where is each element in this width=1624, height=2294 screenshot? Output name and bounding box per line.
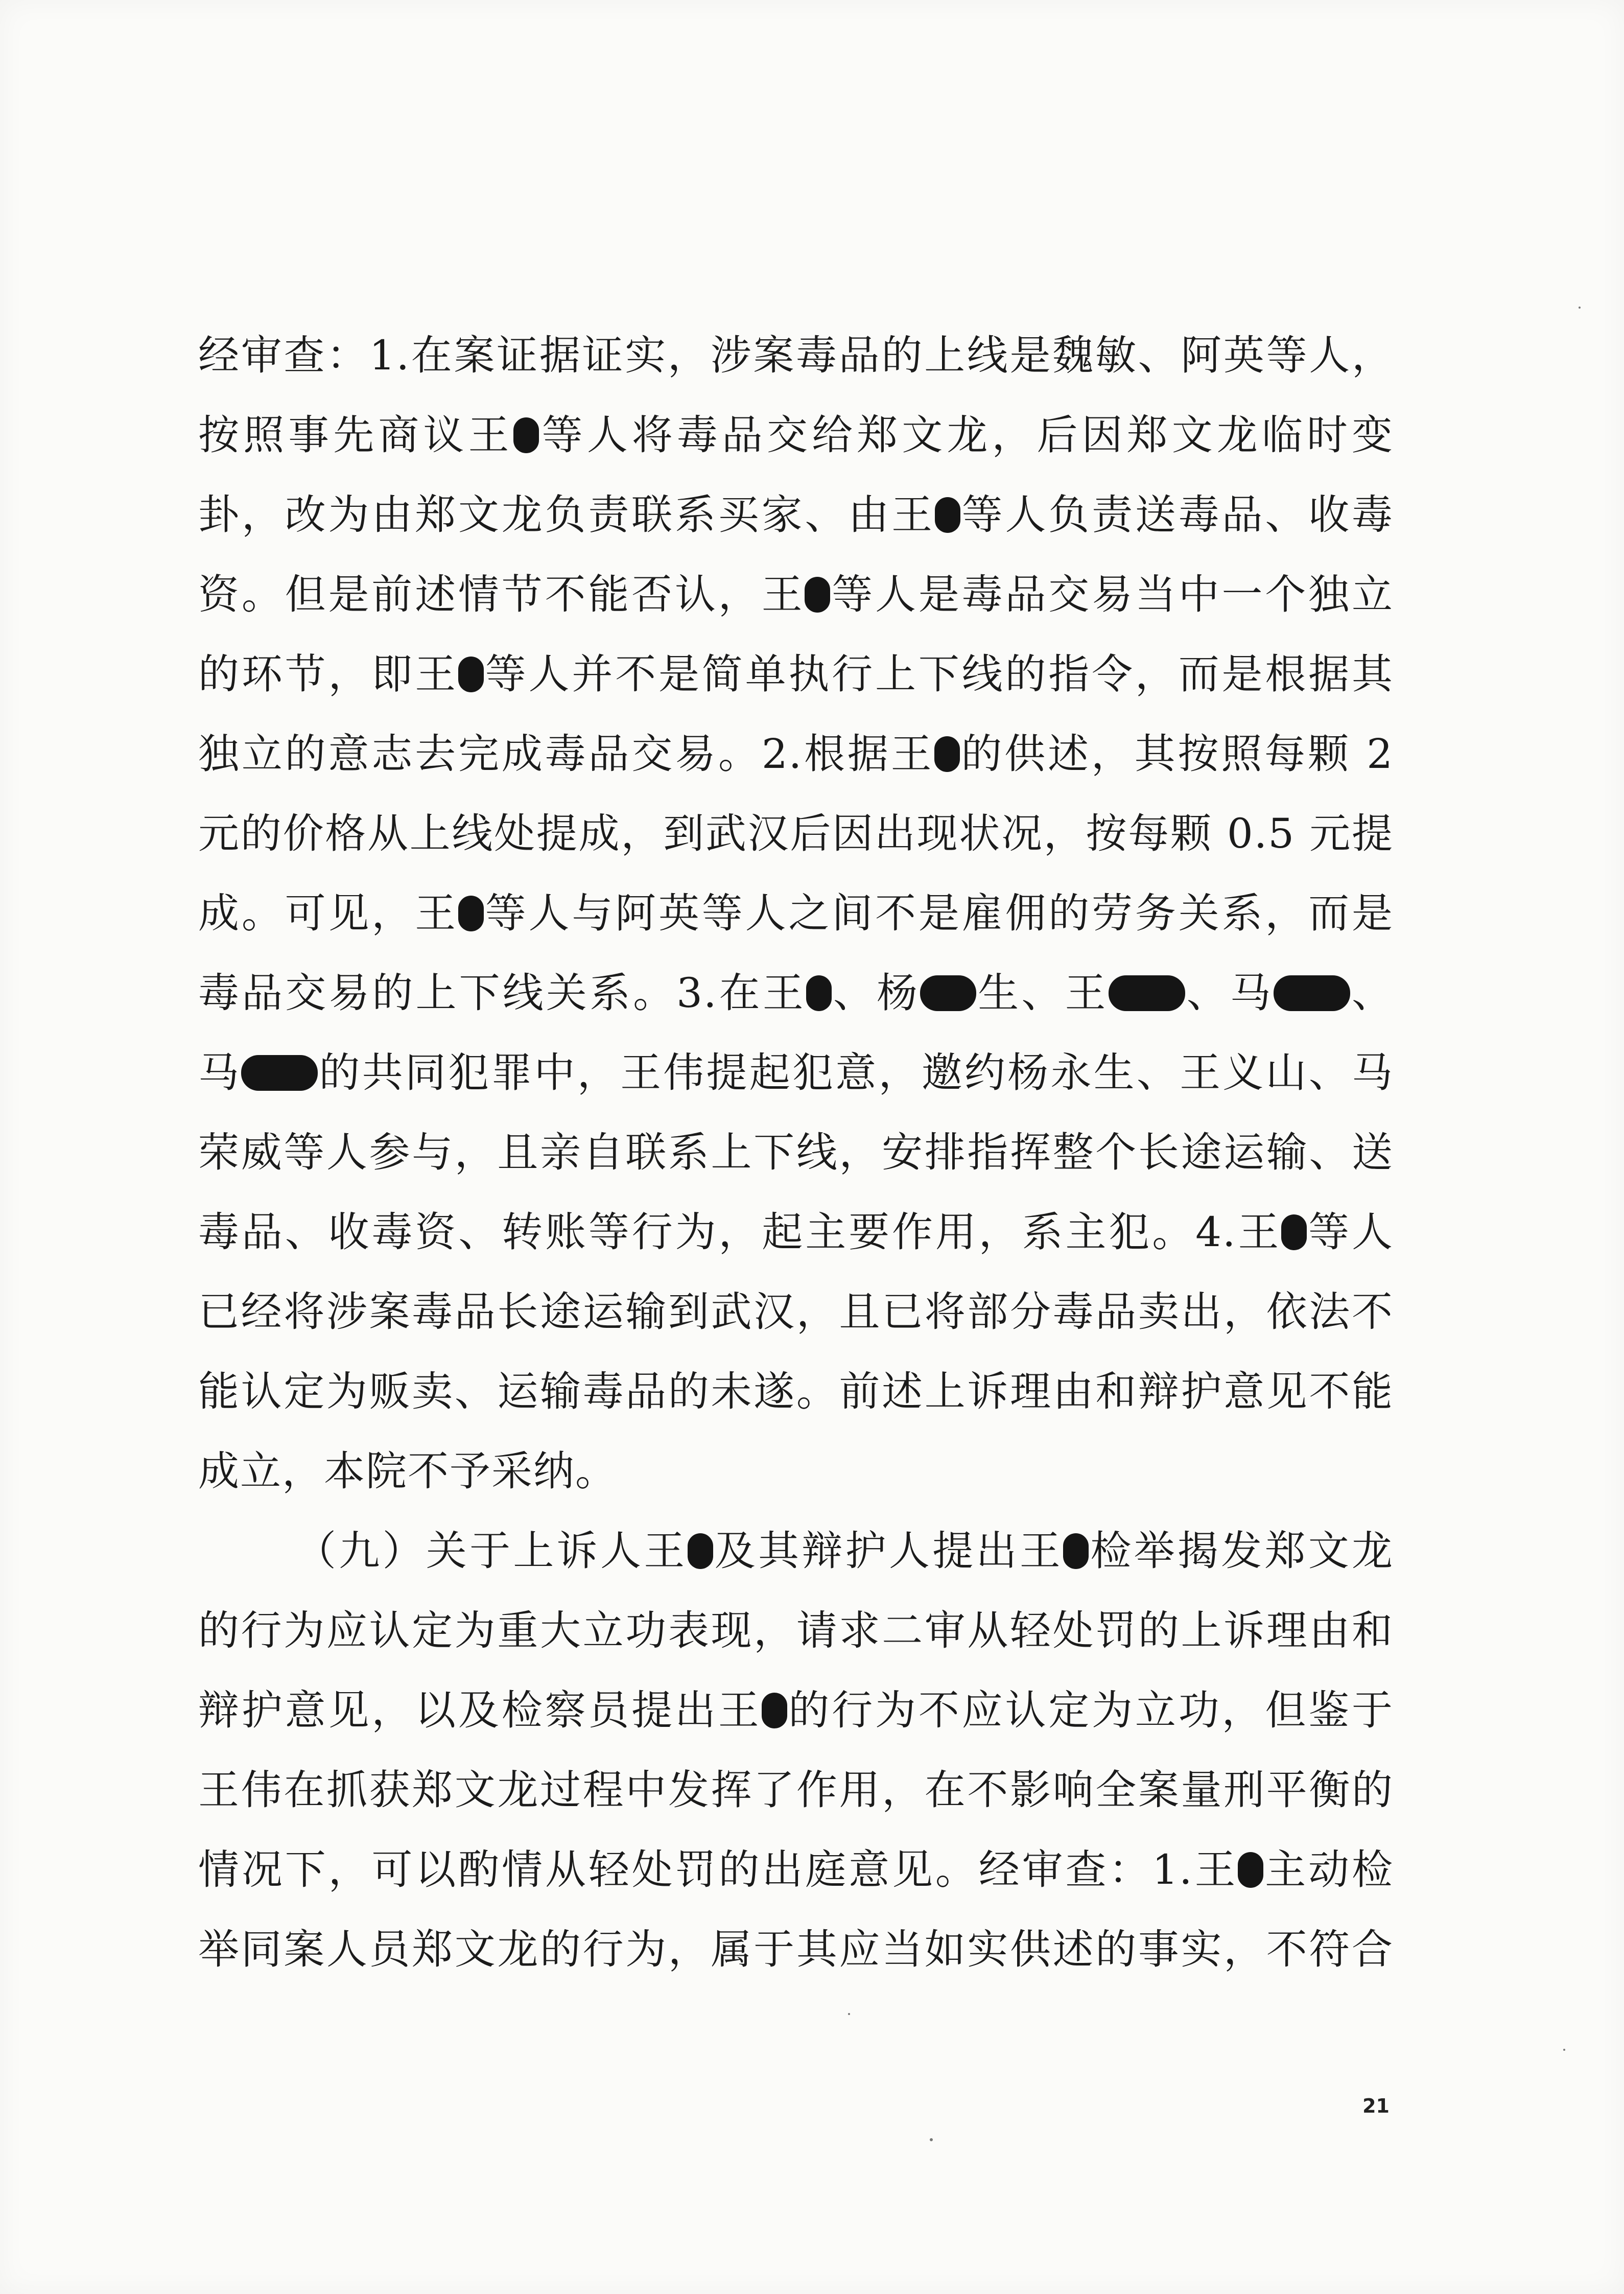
text-segment: 举同案人员郑文龙的行为，属于其应当如实供述的事实，不符合: [198, 1926, 1394, 1973]
redaction-mark: [935, 497, 960, 533]
text-line-9: [198, 953, 1394, 1033]
text-line-17: [198, 1591, 1394, 1671]
redaction-mark: [934, 736, 960, 772]
text-line-16: [295, 1511, 1394, 1591]
text-segment: 经审查：1.在案证据证实，涉案毒品的上线是魏敏、阿英等人，: [198, 332, 1394, 379]
text-segment: 元的价格从上线处提成，到武汉后因出现状况，按每颗 0.5 元提: [198, 810, 1394, 857]
text-segment: 等人将毒品交给郑文龙，后因郑文龙临时变: [538, 411, 1394, 459]
redaction-mark: [688, 1533, 713, 1569]
text-segment: 的共同犯罪中，王伟提起犯意，邀约杨永生、王义山、马: [318, 1049, 1394, 1096]
redaction-mark: [241, 1055, 318, 1091]
text-segment: 情况下，可以酌情从轻处罚的出庭意见。经审查：1.王: [198, 1846, 1238, 1893]
redaction-mark: [806, 975, 832, 1011]
redaction-mark: [1238, 1852, 1263, 1888]
text-segment: 生、王: [976, 969, 1109, 1017]
text-line-14: [198, 1352, 1394, 1432]
text-line-5: [198, 635, 1394, 714]
text-segment: 的供述，其按照每颗 2: [959, 730, 1394, 778]
text-segment: 王伟在抓获郑文龙过程中发挥了作用，在不影响全案量刑平衡的: [198, 1766, 1394, 1814]
text-line-8: [198, 874, 1394, 953]
text-line-3: [198, 475, 1394, 555]
scan-speck: [848, 2013, 850, 2015]
page-number: 21: [1362, 2095, 1390, 2117]
text-segment: 等人并不是简单执行上下线的指令，而是根据其: [483, 650, 1394, 698]
redaction-mark: [1274, 975, 1350, 1011]
text-segment: 成立，本院不予采纳。: [198, 1447, 617, 1495]
text-line-13: [198, 1272, 1394, 1352]
text-line-21: [198, 1910, 1394, 1989]
text-segment: 、马: [1185, 969, 1274, 1017]
text-segment: 等人: [1307, 1208, 1394, 1256]
text-line-20: [198, 1830, 1394, 1910]
text-segment: 的行为应认定为重大立功表现，请求二审从轻处罚的上诉理由和: [198, 1607, 1394, 1654]
redaction-mark: [513, 417, 539, 453]
text-segment: 马: [198, 1049, 242, 1096]
redaction-mark: [1109, 975, 1185, 1011]
text-line-2: [198, 395, 1394, 475]
redaction-mark: [920, 975, 976, 1011]
text-segment: 毒品、收毒资、转账等行为，起主要作用，系主犯。4.王: [198, 1208, 1282, 1256]
text-segment: 的行为不应认定为立功，但鉴于: [787, 1687, 1394, 1734]
redaction-mark: [458, 896, 484, 931]
text-line-18: [198, 1671, 1394, 1750]
text-segment: 成。可见，王: [198, 889, 458, 937]
text-line-4: [198, 555, 1394, 635]
text-segment: 独立的意志去完成毒品交易。2.根据王: [198, 730, 934, 778]
text-segment: 检举揭发郑文龙: [1089, 1527, 1394, 1575]
text-segment: 按照事先商议王: [198, 411, 513, 459]
text-segment: 、: [1350, 969, 1394, 1017]
text-segment: 毒品交易的上下线关系。3.在王: [198, 969, 806, 1017]
text-segment: 资。但是前述情节不能否认，王: [198, 571, 805, 618]
redaction-mark: [458, 657, 484, 692]
text-segment: 辩护意见，以及检察员提出王: [198, 1687, 762, 1734]
text-line-15: [198, 1432, 1394, 1511]
text-line-19: [198, 1750, 1394, 1830]
text-segment: 主动检: [1263, 1846, 1394, 1893]
redaction-mark: [762, 1693, 787, 1728]
text-segment: （九）关于上诉人王: [295, 1527, 688, 1575]
text-segment: 的环节，即王: [198, 650, 458, 698]
redaction-mark: [1281, 1214, 1307, 1250]
text-segment: 及其辩护人提出王: [713, 1527, 1064, 1575]
text-segment: 已经将涉案毒品长途运输到武汉，且已将部分毒品卖出，依法不: [198, 1288, 1394, 1336]
text-line-6: [198, 714, 1394, 794]
scan-speck: [1563, 2049, 1565, 2051]
text-line-11: [198, 1113, 1394, 1192]
text-segment: 荣威等人参与，且亲自联系上下线，安排指挥整个长途运输、送: [198, 1129, 1394, 1176]
text-line-7: [198, 794, 1394, 874]
text-segment: 、杨: [831, 969, 921, 1017]
text-segment: 等人负责送毒品、收毒: [960, 491, 1394, 539]
text-line-1: [198, 316, 1394, 395]
redaction-mark: [805, 577, 830, 613]
text-segment: 等人是毒品交易当中一个独立: [830, 571, 1394, 618]
scan-speck: [930, 2138, 933, 2141]
text-line-12: [198, 1192, 1394, 1272]
text-segment: 等人与阿英等人之间不是雇佣的劳务关系，而是: [483, 889, 1394, 937]
text-segment: 能认定为贩卖、运输毒品的未遂。前述上诉理由和辩护意见不能: [198, 1368, 1394, 1415]
scan-speck: [1579, 307, 1581, 309]
text-line-10: [198, 1033, 1394, 1113]
text-segment: 卦，改为由郑文龙负责联系买家、由王: [198, 491, 935, 539]
redaction-mark: [1063, 1533, 1089, 1569]
